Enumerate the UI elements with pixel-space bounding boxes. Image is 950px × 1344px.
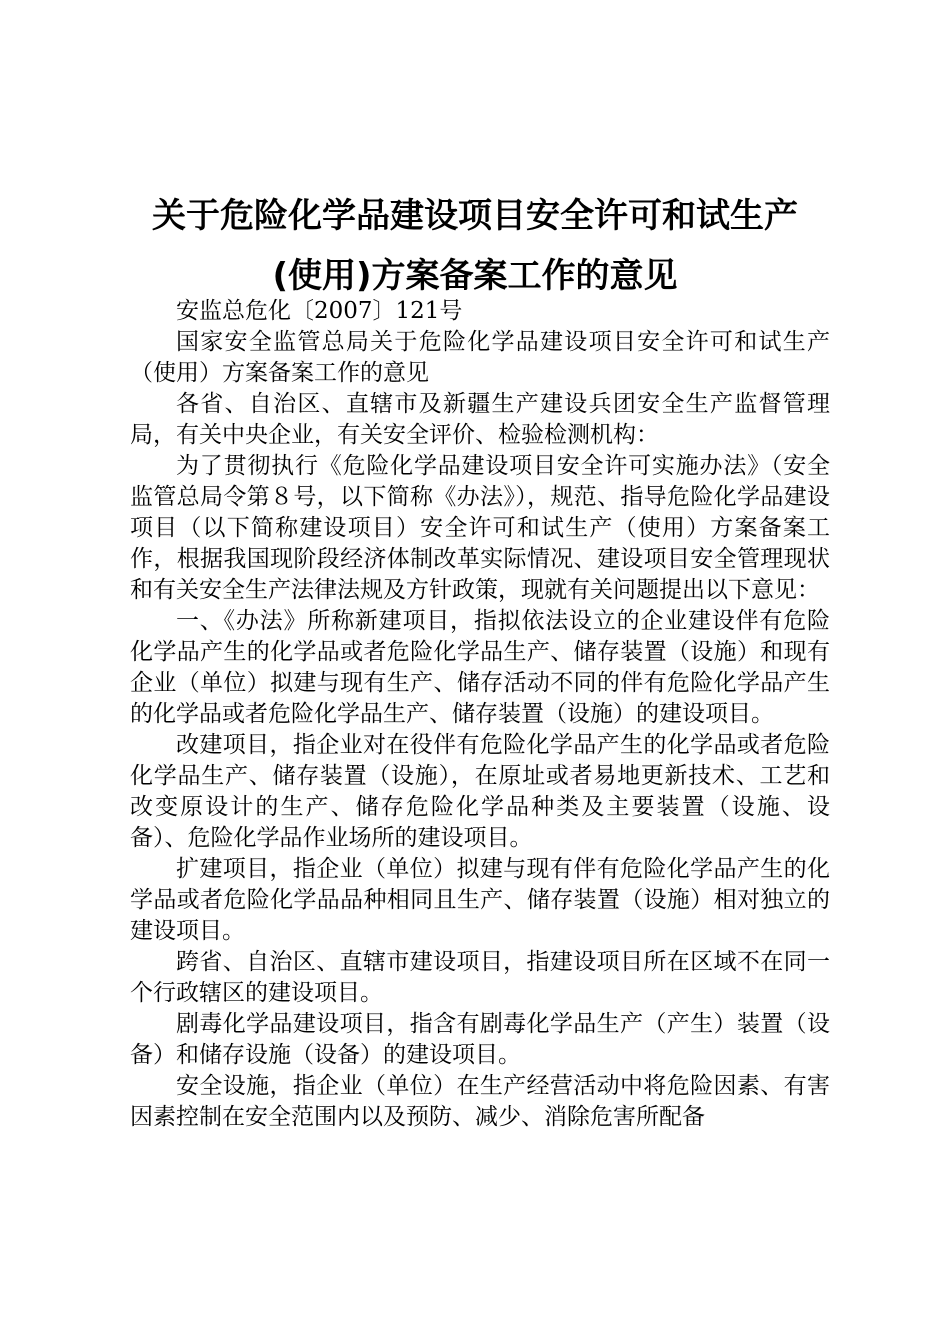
paragraph-toxic-chemical-project: 剧毒化学品建设项目，指含有剧毒化学品生产（产生）装置（设备）和储存设施（设备）的建设项目。	[130, 1011, 830, 1068]
paragraph-addressees: 各省、自治区、直辖市及新疆生产建设兵团安全生产监督管理局，有关中央企业，有关安全评价、检验检测机构：	[130, 391, 830, 448]
paragraph-purpose: 为了贯彻执行《危险化学品建设项目安全许可实施办法》（安全监管总局令第８号，以下简称《办法》），规范、指导危险化学品建设项目（以下简称建设项目）安全许可和试生产（使用）方案备案工作，根据我国现阶段经济体制改革实际情况、建设项目安全管理现状和有关安全生产法律法规及方针政策，现就有关问题提出以下意见：	[130, 453, 830, 603]
document-title	[100, 186, 850, 306]
paragraph-subject: 国家安全监管总局关于危险化学品建设项目安全许可和试生产（使用）方案备案工作的意见	[130, 329, 830, 386]
paragraph-expansion-project: 扩建项目，指企业（单位）拟建与现有伴有危险化学品产生的化学品或者危险化学品品种相同且生产、储存装置（设施）相对独立的建设项目。	[130, 856, 830, 944]
paragraph-new-project: 一、《办法》所称新建项目，指拟依法设立的企业建设伴有危险化学品产生的化学品或者危险化学品生产、储存装置（设施）和现有企业（单位）拟建与现有生产、储存活动不同的伴有危险化学品产生的化学品或者危险化学品生产、储存装置（设施）的建设项目。	[130, 608, 830, 727]
paragraph-cross-region-project: 跨省、自治区、直辖市建设项目，指建设项目所在区域不在同一个行政辖区的建设项目。	[130, 949, 830, 1006]
title-line-2: (使用)方案备案工作的意见	[272, 256, 678, 296]
paragraph-rebuild-project: 改建项目，指企业对在役伴有危险化学品产生的化学品或者危险化学品生产、储存装置（设施），在原址或者易地更新技术、工艺和改变原设计的生产、储存危险化学品种类及主要装置（设施、设备）、危险化学品作业场所的建设项目。	[130, 732, 830, 851]
title-line-1: 关于危险化学品建设项目安全许可和试生产	[152, 196, 798, 236]
document-body	[130, 296, 830, 1133]
paragraph-safety-facilities: 安全设施，指企业（单位）在生产经营活动中将危险因素、有害因素控制在安全范围内以及预防、减少、消除危害所配备	[130, 1073, 830, 1130]
document-number: 安监总危化〔2007〕121号	[176, 298, 463, 324]
